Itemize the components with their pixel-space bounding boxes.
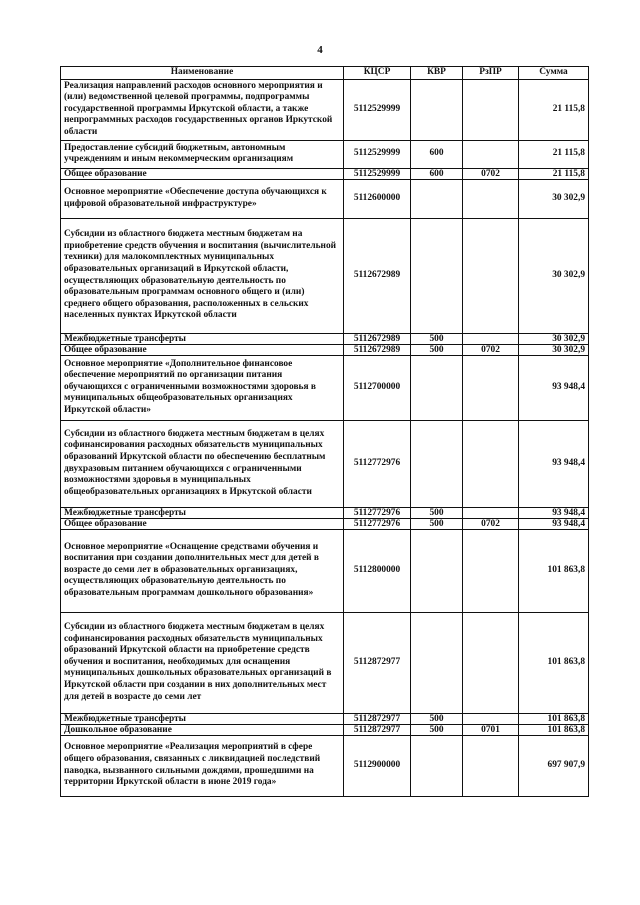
cell-kvr <box>411 612 463 713</box>
cell-sum: 93 948,4 <box>519 518 589 529</box>
cell-rzpr <box>463 420 519 507</box>
cell-name: Основное мероприятие «Реализация мероприятий в сфере общего образования, связанных с ликвидацией последствий паводка, вызванного сильными дождями, прошедшими на территории Иркутской области в июне 2019 года» <box>61 735 344 796</box>
table-row <box>61 179 589 218</box>
cell-kvr: 500 <box>411 713 463 724</box>
column-header-code: КЦСР <box>344 67 411 80</box>
cell-sum: 101 863,8 <box>519 713 589 724</box>
cell-rzpr <box>463 713 519 724</box>
cell-sum: 30 302,9 <box>519 179 589 218</box>
table-row <box>61 420 589 507</box>
cell-kvr <box>411 420 463 507</box>
column-header-kvr: КВР <box>411 67 463 80</box>
cell-rzpr: 0702 <box>463 518 519 529</box>
cell-code: 5112700000 <box>344 355 411 420</box>
cell-sum: 93 948,4 <box>519 507 589 518</box>
cell-sum: 101 863,8 <box>519 724 589 735</box>
cell-name: Субсидии из областного бюджета местным бюджетам в целях софинансирования расходных обязательств муниципальных образований Иркутской области на приобретение средств обучения и воспитания, необходимых для оснащения муниципальных дошкольных образовательных организаций в Иркутской области при создании в них дополнительных мест для детей в возрасте до семи лет <box>61 612 344 713</box>
cell-code: 5112600000 <box>344 179 411 218</box>
table-row <box>61 724 589 735</box>
cell-name: Основное мероприятие «Оснащение средствами обучения и воспитания при создании дополнительных мест для детей в возрасте до семи лет в образовательных организациях, осуществляющих образовательную деятельность по образовательным программам дошкольного образования» <box>61 529 344 612</box>
cell-kvr: 500 <box>411 724 463 735</box>
table-row <box>61 140 589 168</box>
table-row <box>61 735 589 796</box>
cell-sum: 697 907,9 <box>519 735 589 796</box>
page-number: 4 <box>317 44 323 56</box>
cell-rzpr: 0702 <box>463 168 519 179</box>
cell-sum: 30 302,9 <box>519 333 589 344</box>
cell-code: 5112529999 <box>344 168 411 179</box>
cell-rzpr <box>463 218 519 333</box>
cell-name: Реализация направлений расходов основного мероприятия и (или) ведомственной целевой программы, подпрограммы государственной программы Иркутской области, а также непрограммных расходов государственных органов Иркутской области <box>61 79 344 140</box>
cell-rzpr <box>463 612 519 713</box>
cell-kvr: 600 <box>411 168 463 179</box>
cell-code: 5112900000 <box>344 735 411 796</box>
table-row <box>61 344 589 355</box>
cell-name: Основное мероприятие «Обеспечение доступа обучающихся к цифровой образовательной инфраструктуре» <box>61 179 344 218</box>
cell-sum: 30 302,9 <box>519 344 589 355</box>
cell-sum: 30 302,9 <box>519 218 589 333</box>
cell-kvr <box>411 179 463 218</box>
cell-code: 5112772976 <box>344 507 411 518</box>
table-row <box>61 713 589 724</box>
cell-code: 5112772976 <box>344 420 411 507</box>
cell-rzpr: 0702 <box>463 344 519 355</box>
column-header-rzpr: РзПР <box>463 67 519 80</box>
cell-rzpr <box>463 529 519 612</box>
cell-name: Основное мероприятие «Дополнительное финансовое обеспечение мероприятий по организации питания обучающихся с ограниченными возможностями здоровья в муниципальных общеобразовательных организациях Иркутской области» <box>61 355 344 420</box>
table-row <box>61 612 589 713</box>
cell-code: 5112772976 <box>344 518 411 529</box>
cell-code: 5112872977 <box>344 713 411 724</box>
cell-name: Общее образование <box>61 344 344 355</box>
cell-code: 5112872977 <box>344 612 411 713</box>
cell-rzpr <box>463 507 519 518</box>
cell-kvr: 500 <box>411 344 463 355</box>
cell-name: Общее образование <box>61 168 344 179</box>
cell-kvr: 500 <box>411 333 463 344</box>
cell-sum: 93 948,4 <box>519 355 589 420</box>
cell-kvr <box>411 79 463 140</box>
cell-code: 5112672989 <box>344 344 411 355</box>
budget-table <box>60 66 589 797</box>
table-row <box>61 507 589 518</box>
cell-kvr: 500 <box>411 507 463 518</box>
cell-rzpr <box>463 140 519 168</box>
cell-kvr: 500 <box>411 518 463 529</box>
column-header-name: Наименование <box>61 67 344 80</box>
cell-code: 5112872977 <box>344 724 411 735</box>
cell-code: 5112529999 <box>344 140 411 168</box>
cell-name: Предоставление субсидий бюджетным, автономным учреждениям и иным некоммерческим организациям <box>61 140 344 168</box>
table-row <box>61 79 589 140</box>
cell-rzpr: 0701 <box>463 724 519 735</box>
table-row <box>61 529 589 612</box>
table-row <box>61 218 589 333</box>
cell-sum: 101 863,8 <box>519 612 589 713</box>
cell-name: Межбюджетные трансферты <box>61 507 344 518</box>
table-body <box>61 79 589 796</box>
cell-rzpr <box>463 179 519 218</box>
cell-rzpr <box>463 735 519 796</box>
cell-code: 5112672989 <box>344 218 411 333</box>
cell-name: Субсидии из областного бюджета местным бюджетам на приобретение средств обучения и воспитания (вычислительной техники) для малокомплектных муниципальных образовательных организаций в Иркутской области, осуществляющих образовательную деятельность по образовательным программам основного общего и (или) среднего общего образования, расположенных в сельских населенных пунктах Иркутской области <box>61 218 344 333</box>
cell-code: 5112529999 <box>344 79 411 140</box>
cell-sum: 21 115,8 <box>519 140 589 168</box>
cell-sum: 93 948,4 <box>519 420 589 507</box>
cell-rzpr <box>463 333 519 344</box>
column-header-sum: Сумма <box>519 67 589 80</box>
cell-rzpr <box>463 355 519 420</box>
cell-sum: 21 115,8 <box>519 79 589 140</box>
cell-kvr <box>411 218 463 333</box>
cell-code: 5112800000 <box>344 529 411 612</box>
cell-name: Дошкольное образование <box>61 724 344 735</box>
cell-rzpr <box>463 79 519 140</box>
table-row <box>61 355 589 420</box>
cell-name: Субсидии из областного бюджета местным бюджетам в целях софинансирования расходных обязательств муниципальных образований Иркутской области по обеспечению бесплатным двухразовым питанием обучающихся с ограниченными возможностями здоровья в муниципальных общеобразовательных организациях в Иркутской области <box>61 420 344 507</box>
cell-name: Общее образование <box>61 518 344 529</box>
cell-kvr <box>411 735 463 796</box>
cell-kvr <box>411 529 463 612</box>
cell-name: Межбюджетные трансферты <box>61 333 344 344</box>
cell-name: Межбюджетные трансферты <box>61 713 344 724</box>
cell-kvr <box>411 355 463 420</box>
table-row <box>61 168 589 179</box>
table-row <box>61 518 589 529</box>
cell-sum: 101 863,8 <box>519 529 589 612</box>
cell-kvr: 600 <box>411 140 463 168</box>
cell-code: 5112672989 <box>344 333 411 344</box>
table-row <box>61 333 589 344</box>
cell-sum: 21 115,8 <box>519 168 589 179</box>
table-header-row <box>61 67 589 80</box>
